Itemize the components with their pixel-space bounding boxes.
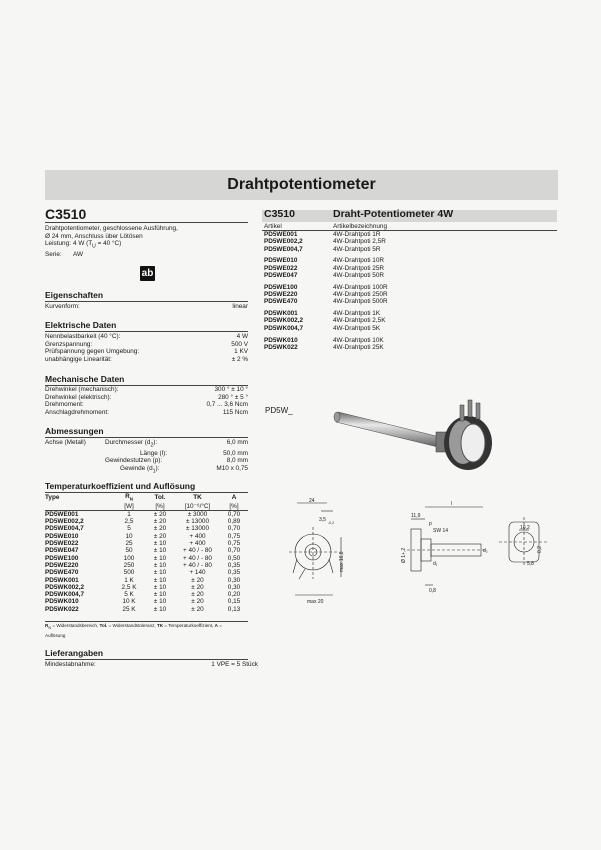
spec-row: Durchmesser $(d_2)$: 6,0 mm [105, 439, 248, 449]
shaft [336, 412, 448, 449]
row-cell: 0,75 [227, 532, 241, 540]
table-row [45, 547, 248, 554]
leistung-value: 4 W ($T_U = 40$ °C) [73, 240, 122, 250]
row-cell: ± 20 [153, 525, 167, 533]
article-desc: 4W-Drahtpoti 10R [333, 257, 385, 265]
article-row [264, 231, 464, 238]
row-cell: ± 3000 [187, 510, 208, 518]
dim-24: 24 [309, 498, 315, 504]
shaft-end [334, 412, 340, 422]
row-cell: ± 10 [153, 583, 167, 591]
abmessungen-title: Abmessungen [45, 426, 104, 436]
dim-sw14: SW 14 [433, 528, 449, 534]
temp-title: Temperaturkoeffizient und Auflösung [45, 481, 196, 491]
leistung-row [45, 240, 255, 251]
row-cell: 0,35 [227, 569, 241, 577]
spec-row: Drehmoment: 0,7 ... 3,6 Ncm [45, 401, 248, 409]
terminal [460, 405, 464, 421]
spec-row: Drehwinkel (elektrisch): 280 ° ± 5 ° [45, 393, 248, 401]
article-desc: 4W-Drahtpoti 100R [333, 283, 388, 291]
product-code: C3510 [45, 206, 87, 222]
row-type: PD5WE220 [45, 561, 79, 569]
row-cell: 2,5 K [121, 583, 137, 591]
row-cell: ± 20 [191, 591, 204, 599]
article-code: PD5WK010 [264, 336, 298, 344]
abmessungen-list [95, 439, 248, 476]
divider [45, 659, 248, 660]
row-cell: 0,13 [227, 605, 241, 613]
article-desc: 4W-Drahtpoti 250R [333, 291, 388, 299]
table-row [45, 525, 248, 532]
row-type: PD5WK002,2 [45, 583, 85, 591]
spec-row: Prüfspannung gegen Umgebung: 1 KV [45, 348, 248, 356]
table-row [45, 598, 248, 605]
row-cell: + 140 [189, 569, 206, 577]
row-cell: ± 13000 [185, 525, 210, 533]
row-cell: ± 13000 [185, 518, 210, 526]
row-type: PD5WE470 [45, 569, 79, 577]
row-cell: 0,35 [227, 561, 241, 569]
row-cell: ± 20 [191, 598, 204, 606]
spec-row: Mindestabnahme: 1 VPE = 5 Stück [45, 661, 258, 668]
elektrische-title: Elektrische Daten [45, 320, 117, 330]
divider [45, 437, 248, 438]
legend-line: $R_N$ = Widerstandsbereich, Tol. = Widerstandstoleranz, TK = Temperaturkoeffizient, A = [45, 623, 222, 630]
serie-value: AW [73, 251, 84, 259]
spec-row: Gewindestutzen (p): 8,0 mm [105, 457, 248, 465]
technical-drawing [283, 497, 573, 612]
article-code: PD5WE220 [264, 291, 298, 299]
row-type: PD5WE022 [45, 540, 79, 548]
row-cell: 250 [123, 561, 135, 569]
temp-table [45, 493, 248, 613]
dim-0-8: 0,8 [429, 588, 436, 594]
article-code: PD5WK004,7 [264, 324, 304, 332]
table-legend [45, 622, 250, 639]
article-desc: 4W-Drahtpoti 25R [333, 264, 385, 272]
article-row [264, 265, 464, 272]
elektrische-list [45, 333, 248, 363]
row-cell: 5 [127, 525, 131, 533]
row-cell: 10 [125, 532, 133, 540]
article-group [264, 231, 464, 253]
row-cell: ± 20 [191, 576, 204, 584]
row-cell: + 400 [189, 540, 206, 548]
housing-rim [461, 424, 485, 462]
row-cell: 0,30 [227, 576, 241, 584]
article-desc: 4W-Drahtpoti 1K [333, 310, 381, 318]
table-row [45, 555, 248, 562]
article-group [264, 284, 464, 306]
row-cell: 2,5 [124, 518, 134, 526]
serie-row [45, 251, 255, 259]
serie-label: Serie: [45, 251, 62, 259]
table-header: Type $R_N$ Tol. TK A [45, 493, 237, 502]
article-code: PD5WK001 [264, 310, 298, 318]
table-row [45, 584, 248, 591]
row-type: PD5WE010 [45, 532, 79, 540]
table-row [45, 606, 248, 613]
divider [45, 331, 248, 332]
article-row [264, 246, 464, 253]
article-group [264, 257, 464, 279]
article-row [264, 325, 464, 332]
row-cell: 0,70 [227, 547, 241, 555]
row-cell: 0,70 [227, 525, 241, 533]
table-row [45, 562, 248, 569]
article-code: PD5WK022 [264, 343, 298, 351]
dim-max-16-8: max 16,8 [339, 551, 345, 572]
row-cell: 25 K [122, 605, 136, 613]
row-type: PD5WK004,7 [45, 591, 85, 599]
brand-logo: ab [141, 268, 154, 279]
article-code: PD5WE100 [264, 283, 298, 291]
intro-line: Ø 24 mm, Anschluss über Lötösen [45, 232, 143, 240]
row-cell: ± 10 [153, 605, 167, 613]
article-group [264, 310, 464, 332]
row-type: PD5WE002,2 [45, 518, 84, 526]
spec-row: Nennbelastbarkeit (40 °C): 4 W [45, 333, 248, 340]
row-cell: 100 [123, 554, 135, 562]
article-row [264, 272, 464, 279]
right-code: C3510 [264, 208, 295, 220]
leistung-label: Leistung: [45, 240, 71, 248]
mechanische-list [45, 386, 248, 416]
table-units: [W] [%] [10⁻⁶/°C] [%] [45, 503, 248, 511]
col-artikel: Artikel [264, 223, 282, 230]
row-cell: ± 20 [191, 605, 204, 613]
row-cell: ± 20 [153, 532, 167, 540]
row-cell: ± 10 [153, 540, 167, 548]
row-type: PD5WE047 [45, 547, 79, 555]
row-cell: 0,15 [227, 598, 241, 606]
col-bez: Artikelbezeichnung [333, 223, 387, 230]
row-type: PD5WK001 [45, 576, 79, 584]
row-cell: + 400 [189, 532, 206, 540]
table-row [45, 540, 248, 547]
spec-row: Gewinde $(d_1)$: M10 x 0,75 [120, 465, 248, 475]
article-row [264, 257, 464, 264]
dim-0-2: 0,2 [537, 546, 543, 553]
row-cell: ± 10 [153, 569, 167, 577]
article-desc: 4W-Drahtpoti 1R [333, 231, 381, 238]
article-code: PD5WE002,2 [264, 238, 303, 246]
table-row [45, 577, 248, 584]
dim-p: p [429, 521, 432, 527]
row-cell: 0,30 [227, 583, 241, 591]
article-code: PD5WE470 [264, 298, 298, 306]
row-cell: 0,70 [227, 510, 241, 518]
article-desc: 4W-Drahtpoti 50R [333, 271, 385, 279]
dim-11-9: 11,9 [411, 513, 421, 519]
intro-line: Drahtpotentiometer, geschlossene Ausführung, [45, 225, 178, 232]
dim-5-8: 5,8 [527, 561, 534, 567]
spec-row: Kurvenform: linear [45, 303, 248, 310]
article-code: PD5WE001 [264, 231, 298, 238]
row-cell: 5 K [124, 591, 134, 599]
row-cell: 500 [123, 569, 135, 577]
row-type: PD5WK022 [45, 605, 79, 613]
terminal [468, 400, 472, 417]
row-cell: + 40 / - 80 [183, 554, 212, 562]
row-cell: ± 10 [153, 547, 167, 555]
intro-text [45, 225, 255, 259]
article-code: PD5WE022 [264, 264, 298, 272]
row-cell: 0,50 [227, 554, 241, 562]
row-cell: 25 [125, 540, 133, 548]
row-type: PD5WK010 [45, 598, 79, 606]
article-row [264, 310, 464, 317]
article-desc: 4W-Drahtpoti 5R [333, 245, 381, 253]
article-group [264, 337, 464, 352]
row-cell: ± 10 [153, 561, 167, 569]
article-desc: 4W-Drahtpoti 5K [333, 324, 381, 332]
article-list [264, 231, 464, 351]
photo-label: PD5W_ [265, 406, 293, 415]
row-cell: ± 10 [153, 554, 167, 562]
dim-d2: d₂ [483, 548, 488, 554]
dim-10-2: 10,2 [520, 525, 530, 531]
spec-row: Drehwinkel (mechanisch): 300 ° ± 10 ° [45, 386, 248, 393]
row-cell: 0,89 [227, 518, 241, 526]
row-type: PD5WE100 [45, 554, 79, 562]
article-desc: 4W-Drahtpoti 10K [333, 336, 384, 344]
eigenschaften-title: Eigenschaften [45, 290, 104, 300]
dim-tol: -0,2 [328, 521, 335, 525]
article-desc: 4W-Drahtpoti 500R [333, 298, 388, 306]
right-heading: Draht-Potentiometer 4W [333, 208, 454, 220]
product-photo [300, 385, 510, 485]
row-cell: 10 K [122, 598, 136, 606]
article-desc: 4W-Drahtpoti 2,5R [333, 238, 386, 246]
row-cell: + 40 / - 80 [183, 547, 212, 555]
mechanische-title: Mechanische Daten [45, 374, 125, 384]
article-row [264, 291, 464, 298]
terminal [476, 403, 480, 419]
row-cell: ± 20 [153, 518, 167, 526]
row-cell: + 40 / - 80 [183, 561, 212, 569]
table-row [45, 591, 248, 598]
spec-row: Grenzspannung: 500 V [45, 340, 248, 348]
article-row [264, 298, 464, 305]
page-title: Drahtpotentiometer [45, 170, 558, 200]
article-code: PD5WE047 [264, 271, 298, 279]
row-type: PD5WE001 [45, 510, 79, 518]
row-cell: 1 K [124, 576, 134, 584]
dim-d1: d₁ [433, 561, 438, 567]
row-cell: ± 20 [153, 510, 167, 518]
row-cell: ± 10 [153, 576, 167, 584]
liefer-title: Lieferangaben [45, 648, 104, 658]
achse-label: Achse (Metall) [45, 439, 86, 446]
article-code: PD5WE004,7 [264, 245, 303, 253]
row-cell: 0,75 [227, 540, 241, 548]
article-row [264, 284, 464, 291]
row-cell: ± 10 [153, 591, 167, 599]
article-row [264, 238, 464, 245]
article-desc: 4W-Drahtpoti 2,5K [333, 317, 386, 325]
row-cell: 0,20 [227, 591, 241, 599]
dim-3-5: 3,5 [319, 517, 326, 523]
row-cell: 50 [125, 547, 133, 555]
article-code: PD5WK002,2 [264, 317, 304, 325]
article-row [264, 337, 464, 344]
table-row [45, 569, 248, 576]
row-type: PD5WE004,7 [45, 525, 84, 533]
table-row [45, 518, 248, 525]
spec-row: unabhängige Linearität: ± 2 % [45, 355, 248, 363]
article-row [264, 317, 464, 324]
dim-l: l [451, 501, 453, 507]
row-cell: ± 20 [191, 583, 204, 591]
legend-line: Auflösung [45, 632, 66, 638]
dim-max-20: max 20 [307, 599, 324, 605]
table-row [45, 510, 248, 518]
divider [45, 222, 248, 223]
dim-phi: Ø 1+,2 [401, 547, 407, 563]
article-row [264, 344, 464, 351]
row-cell: ± 10 [153, 598, 167, 606]
article-desc: 4W-Drahtpoti 25K [333, 343, 384, 351]
row-cell: 1 [127, 510, 131, 518]
divider [45, 301, 248, 302]
spec-row: Länge (l): 50,0 mm [140, 449, 248, 457]
table-row [45, 533, 248, 540]
spec-row: Anschlagdrehmoment: 115 Ncm [45, 408, 248, 416]
article-code: PD5WE010 [264, 257, 298, 265]
